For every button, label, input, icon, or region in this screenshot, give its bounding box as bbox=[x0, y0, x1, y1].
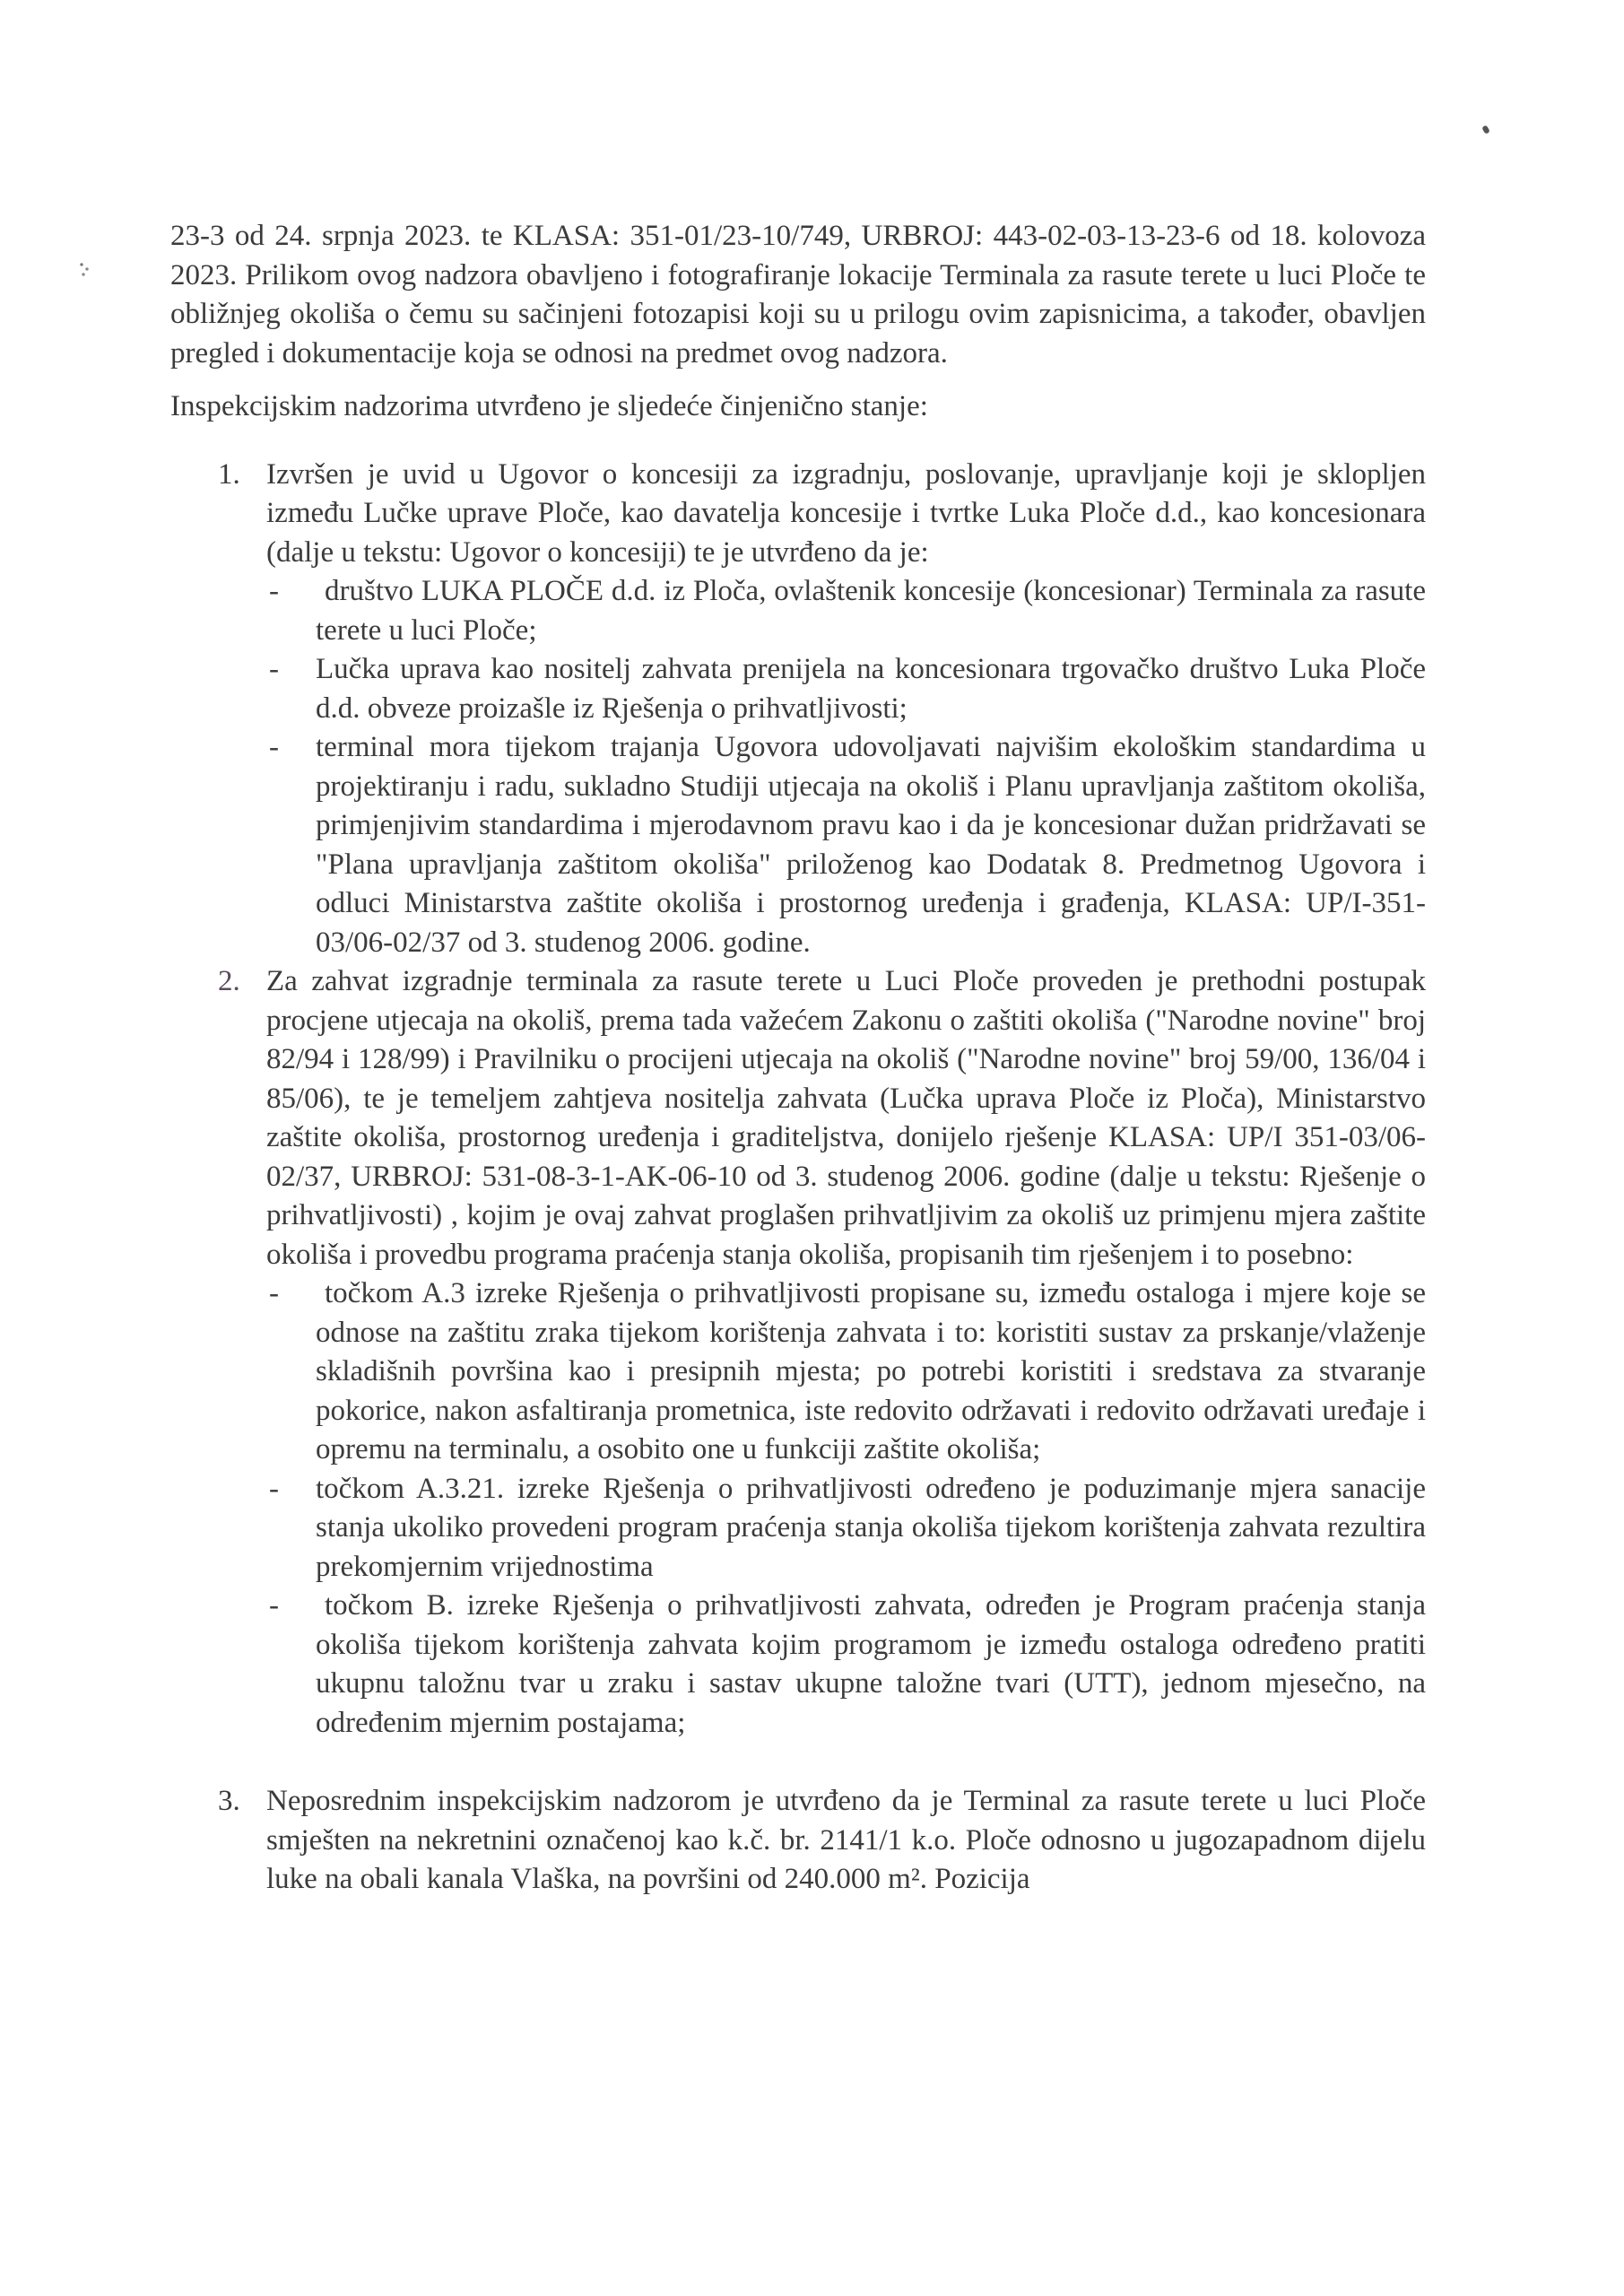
bullet-item bbox=[266, 1587, 1426, 1743]
finding-text: Neposrednim inspekcijskim nadzorom je utvrđeno da je Terminal za rasute terete u luci Ploče smješten na nekretnini označenoj kao k.č. br. 2141/1 k.o. Ploče odnosno u jugozapadnom dijelu luke na obali kanala Vlaška, na površini od 240.000 m². Pozicija bbox=[266, 1785, 1426, 1895]
finding-item bbox=[170, 962, 1426, 1743]
scan-speck-mark bbox=[1481, 125, 1490, 135]
dash-bullet-icon: - bbox=[269, 653, 279, 685]
dash-bullet-icon: - bbox=[269, 1589, 279, 1622]
dash-bullet-icon: - bbox=[269, 575, 279, 607]
findings-lead-sentence: Inspekcijskim nadzorima utvrđeno je sljedeće činjenično stanje: bbox=[170, 390, 928, 422]
finding-bullets bbox=[266, 572, 1426, 962]
bullet-item bbox=[266, 1274, 1426, 1470]
findings-list bbox=[170, 456, 1426, 1900]
dash-bullet-icon: - bbox=[269, 731, 279, 763]
finding-item bbox=[170, 1782, 1426, 1900]
bullet-text: točkom A.3 izreke Rješenja o prihvatljivosti propisane su, između ostaloga i mjere koje se odnose na zaštitu zraka tijekom korištenja zahvata i to: koristiti sustav za prskanje/vlaženje skladišnih površina kao i presipnih mjesta; po potrebi koristiti i sredstava za stvaranje pokorice, nakon asfaltiranja prometnica, iste redovito održavati i redovito održavati uređaje i opremu na terminalu, a osobito one u funkciji zaštite okoliša; bbox=[316, 1277, 1426, 1465]
bullet-text: Lučka uprava kao nositelj zahvata prenijela na koncesionara trgovačko društvo Luka Ploče d.d. obveze proizašle iz Rješenja o prihvatljivosti; bbox=[316, 653, 1426, 725]
bullet-item bbox=[266, 728, 1426, 962]
bullet-text: terminal mora tijekom trajanja Ugovora udovoljavati najvišim ekološkim standardima u projektiranju i radu, sukladno Studiji utjecaja na okoliš i Planu upravljanja zaštitom okoliša, primjenjivim standardima i mjerodavnom pravu kao i da je koncesionar dužan pridržavati se "Plana upravljanja zaštitom okoliša" priloženog kao Dodatak 8. Predmetnog Ugovora i odluci Ministarstva zaštite okoliša i prostornog uređenja i građenja, KLASA: UP/I-351-03/06-02/37 od 3. studenog 2006. godine. bbox=[316, 731, 1426, 959]
bullet-text: točkom A.3.21. izreke Rješenja o prihvatljivosti određeno je poduzimanje mjera sanacije stanja ukoliko provedeni program praćenja stanja okoliša tijekom korištenja zahvata rezultira prekomjernim vrijednostima bbox=[316, 1472, 1426, 1583]
scan-margin-marks bbox=[79, 262, 91, 278]
finding-text: Za zahvat izgradnje terminala za rasute terete u Luci Ploče proveden je prethodni postupak procjene utjecaja na okoliš, prema tada važećem Zakonu o zaštiti okoliša ("Narodne novine" broj 82/94 i 128/99) i Pravilniku o procijeni utjecaja na okoliš ("Narodne novine" broj 59/00, 136/04 i 85/06), te je temeljem zahtjeva nositelja zahvata (Lučka uprava Ploče iz Ploča), Ministarstvo zaštite okoliša, prostornog uređenja i graditeljstva, donijelo rješenje KLASA: UP/I 351-03/06-02/37, URBROJ: 531-08-3-1-AK-06-10 od 3. studenog 2006. godine (dalje u tekstu: Rješenje o prihvatljivosti) , kojim je ovaj zahvat proglašen prihvatljivim za okoliš uz primjenu mjera zaštite okoliša i provedbu programa praćenja stanja okoliša, propisanih tim rješenjem i to posebno: bbox=[266, 965, 1426, 1271]
bullet-item bbox=[266, 1470, 1426, 1587]
finding-number: 2. bbox=[218, 965, 240, 997]
document-body bbox=[170, 217, 1426, 1900]
finding-bullets bbox=[266, 1274, 1426, 1743]
finding-text: Izvršen je uvid u Ugovor o koncesiji za izgradnju, poslovanje, upravljanje koji je sklopljen između Lučke uprave Ploče, kao davatelja koncesije i tvrtke Luka Ploče d.d., kao koncesionara (dalje u tekstu: Ugovor o koncesiji) te je utvrđeno da je: bbox=[266, 457, 1426, 569]
bullet-text: društvo LUKA PLOČE d.d. iz Ploča, ovlaštenik koncesije (koncesionar) Terminala za rasute terete u luci Ploče; bbox=[316, 575, 1426, 647]
finding-number: 1. bbox=[218, 457, 240, 491]
dash-bullet-icon: - bbox=[269, 1277, 279, 1309]
bullet-item bbox=[266, 650, 1426, 728]
finding-number: 3. bbox=[218, 1785, 240, 1817]
bullet-item bbox=[266, 572, 1426, 650]
intro-paragraph: 23-3 od 24. srpnja 2023. te KLASA: 351-01/23-10/749, URBROJ: 443-02-03-13-23-6 od 18. kolovoza 2023. Prilikom ovog nadzora obavljeno i fotografiranje lokacije Terminala za rasute terete u luci Ploče te obližnjeg okoliša o čemu su sačinjeni fotozapisi koji su u prilogu ovim zapisnicima, a također, obavljen pregled i dokumentacije koja se odnosi na predmet ovog nadzora. bbox=[170, 220, 1426, 370]
bullet-text: točkom B. izreke Rješenja o prihvatljivosti zahvata, određen je Program praćenja stanja okoliša tijekom korištenja zahvata kojim programom je između ostaloga određeno pratiti ukupnu taložnu tvar u zraku i sastav ukupne taložne tvari (UTT), jednom mjesečno, na određenim mjernim postajama; bbox=[316, 1589, 1426, 1739]
finding-item bbox=[170, 456, 1426, 963]
dash-bullet-icon: - bbox=[269, 1472, 279, 1505]
